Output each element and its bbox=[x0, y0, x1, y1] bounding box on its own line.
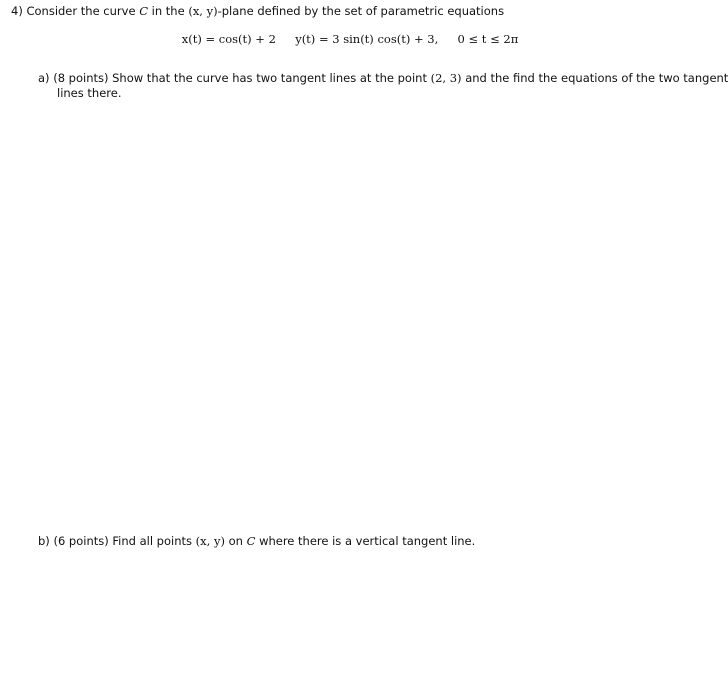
part-a-text-after: and the find the equations of the two tangent bbox=[465, 71, 728, 85]
part-a-text: Show that the curve has two tangent lines at the point bbox=[112, 71, 427, 85]
parametric-equations bbox=[0, 32, 700, 47]
y-equation: y(t) = 3 sin(t) cos(t) + 3, bbox=[295, 32, 439, 46]
plane-symbol: (x, y) bbox=[188, 4, 218, 18]
problem-intro-after: -plane defined by the set of parametric equations bbox=[217, 4, 505, 18]
problem-intro-mid: in the bbox=[151, 4, 185, 18]
problem-intro-text: Consider the curve bbox=[26, 4, 136, 18]
part-a bbox=[38, 71, 728, 101]
part-b-curve-symbol: C bbox=[246, 534, 256, 548]
part-b bbox=[38, 534, 475, 549]
curve-symbol: C bbox=[139, 4, 148, 18]
part-b-label: b) bbox=[38, 534, 50, 548]
x-equation: x(t) = cos(t) + 2 bbox=[181, 32, 276, 46]
part-a-point: (2, 3) bbox=[430, 71, 462, 85]
part-b-text-mid: on bbox=[228, 534, 243, 548]
parameter-domain: 0 ≤ t ≤ 2π bbox=[457, 32, 519, 46]
problem-number: 4) bbox=[11, 4, 23, 18]
part-a-label: a) bbox=[38, 71, 50, 85]
part-a-text-line2: lines there. bbox=[57, 86, 122, 100]
part-b-points: (6 points) bbox=[53, 534, 109, 548]
part-b-point: (x, y) bbox=[195, 534, 225, 548]
part-a-points: (8 points) bbox=[53, 71, 109, 85]
part-b-text-after: where there is a vertical tangent line. bbox=[259, 534, 476, 548]
part-b-text: Find all points bbox=[112, 534, 193, 548]
problem-statement bbox=[11, 4, 504, 19]
